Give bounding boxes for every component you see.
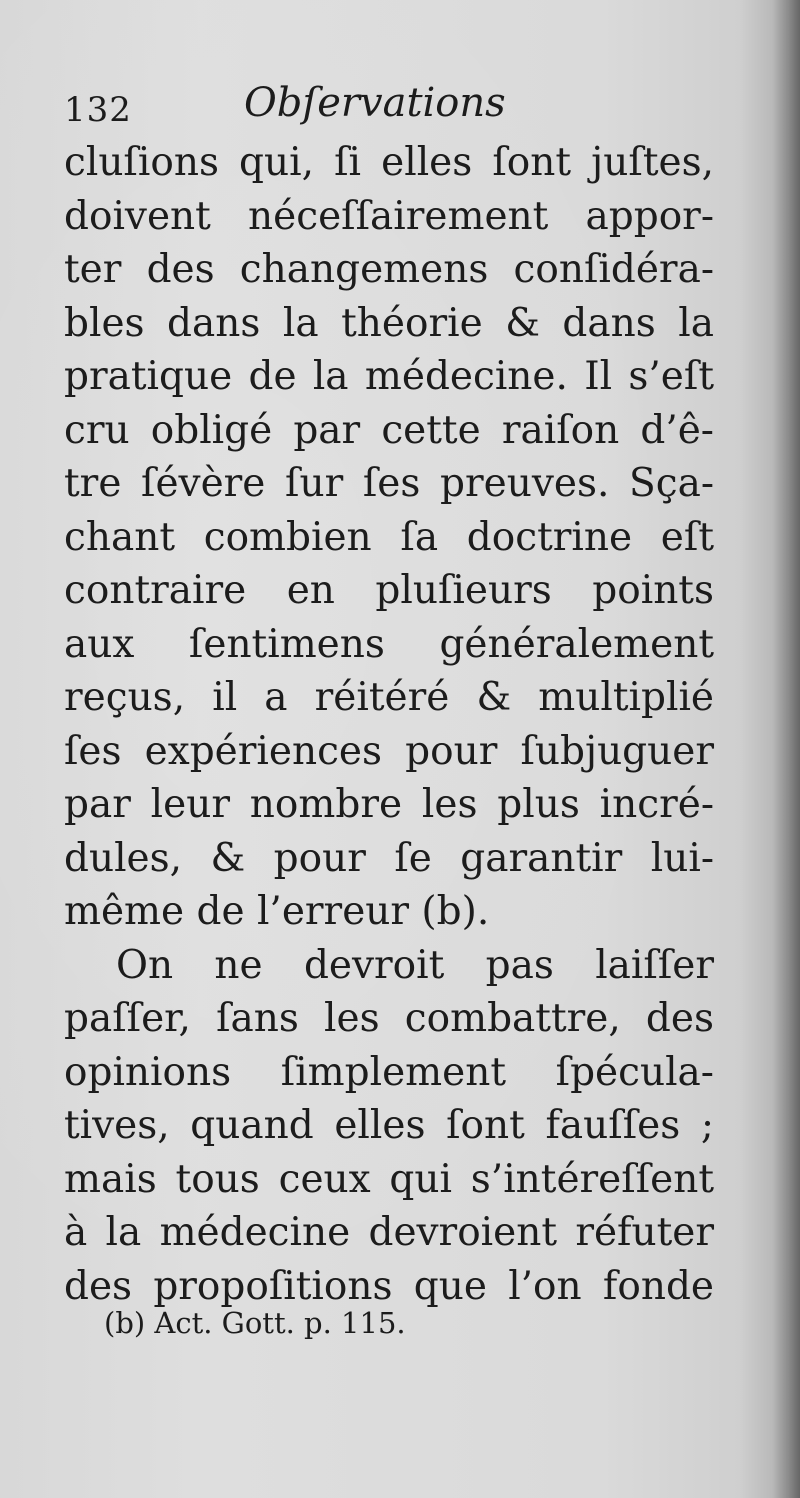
paragraph-2 — [64, 939, 714, 1314]
text-line: On ne devroit pas laiſſer — [116, 942, 714, 988]
text-line: cru obligé par cette raiſon d’ê- — [64, 407, 714, 453]
text-line: des propoſitions que l’on fonde — [64, 1263, 714, 1309]
text-line: paſſer, ſans les combattre, des — [64, 996, 714, 1041]
paragraph-1 — [64, 136, 714, 939]
text-line: doivent néceſſairement appor- — [64, 193, 714, 239]
text-line: opinions ſimplement ſpécula- — [64, 1049, 714, 1095]
text-line: par leur nombre les plus incré- — [64, 782, 714, 827]
text-line: contraire en pluſieurs points — [64, 568, 714, 613]
text-line: ſes expériences pour ſubjuguer — [64, 728, 714, 774]
text-line: même de l’erreur (b). — [64, 889, 490, 934]
text-line: tives, quand elles ſont fauſſes ; — [64, 1103, 714, 1148]
text-line: pratique de la médecine. Il s’eſt — [64, 354, 714, 399]
text-line: reçus, il a réitéré & multiplié — [64, 675, 714, 720]
footnote: (b) Act. Gott. p. 115. — [104, 1306, 406, 1340]
text-line: bles dans la théorie & dans la — [64, 300, 714, 346]
text-line: mais tous ceux qui s’intéreſſent — [64, 1156, 714, 1202]
text-line: tre ſévère ſur ſes preuves. Sça- — [64, 461, 714, 506]
page-header — [64, 80, 724, 140]
page-edge-shadow — [772, 0, 800, 1498]
text-line: à la médecine devroient réfuter — [64, 1210, 714, 1255]
text-line: ter des changemens conſidéra- — [64, 247, 714, 292]
text-line: cluſions qui, ſi elles ſont juſtes, — [64, 140, 714, 185]
text-line: dules, & pour ſe garantir lui- — [64, 835, 714, 881]
text-line: chant combien ſa doctrine eſt — [64, 514, 714, 560]
page-number: 132 — [64, 90, 132, 130]
body-text — [64, 136, 714, 1313]
text-line: aux ſentimens généralement — [64, 621, 714, 667]
running-head: Obſervations — [244, 80, 506, 126]
